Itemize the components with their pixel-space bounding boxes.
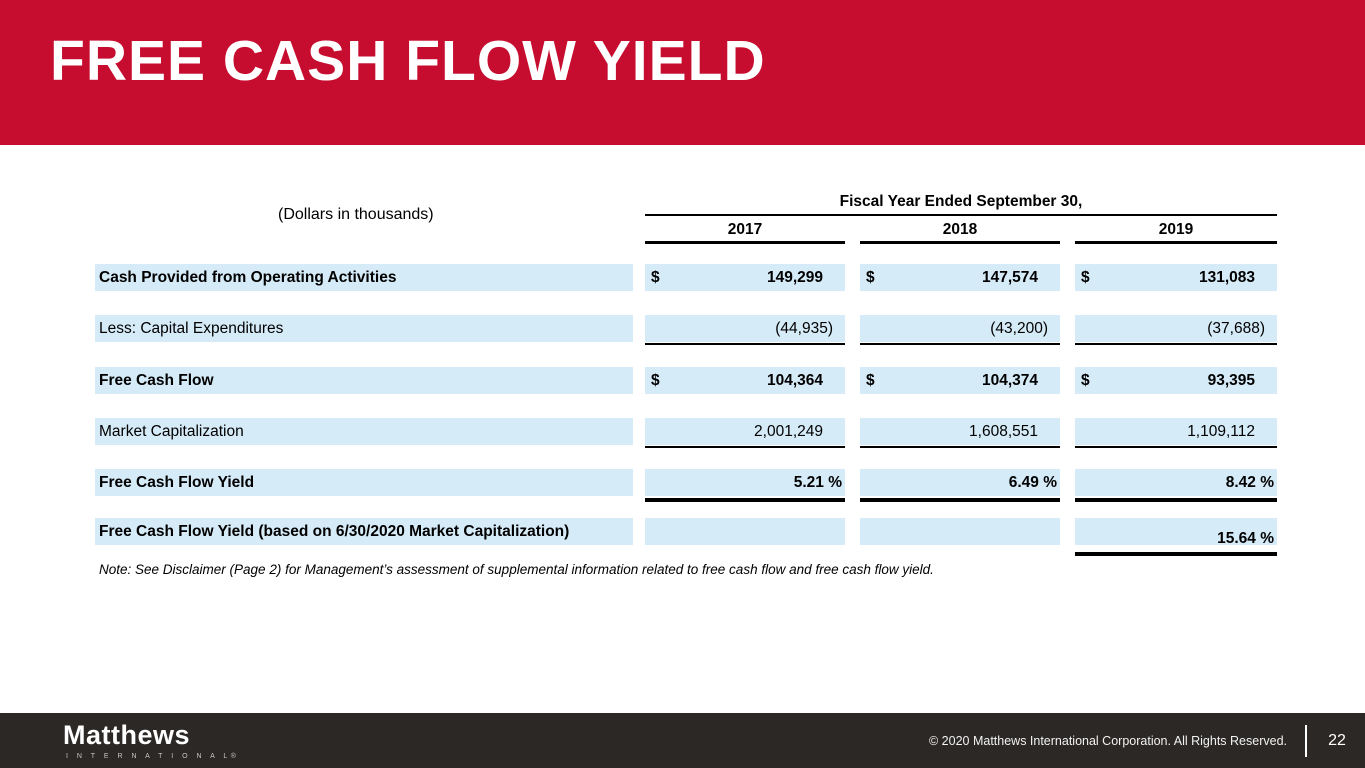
double-rule <box>1075 498 1277 502</box>
single-rule <box>645 343 845 345</box>
currency-symbol: $ <box>866 269 875 286</box>
column-header-2019: 2019 <box>1075 221 1277 244</box>
table-row-capital-expenditures <box>95 315 1277 345</box>
fiscal-year-group-header: Fiscal Year Ended September 30, <box>645 193 1277 216</box>
double-rule <box>1075 552 1277 556</box>
value-2019: 131,083 <box>1198 269 1255 286</box>
column-header-2018: 2018 <box>860 221 1060 244</box>
table-row-operating-cash <box>95 264 1277 291</box>
table-row-fcf-yield <box>95 469 1277 502</box>
single-rule <box>860 446 1060 448</box>
year-column-headers <box>645 221 1277 244</box>
single-rule <box>1075 446 1277 448</box>
footer-right <box>929 725 1351 757</box>
matthews-logo <box>63 719 240 760</box>
value-2019: 1,109,112 <box>1187 423 1255 440</box>
double-rule <box>860 498 1060 502</box>
row-label: Free Cash Flow Yield <box>95 469 633 496</box>
value-2019: 8.42 % <box>1225 474 1274 491</box>
single-rule <box>645 446 845 448</box>
table-row-fcf-yield-2020 <box>95 518 1277 556</box>
currency-symbol: $ <box>1081 269 1090 286</box>
value-2018: 104,374 <box>981 372 1038 389</box>
single-rule <box>1075 343 1277 345</box>
currency-symbol: $ <box>651 372 660 389</box>
logo-subtext: I N T E R N A T I O N A L® <box>66 752 240 760</box>
value-2019: (37,688) <box>1207 320 1265 337</box>
value-2019: 15.64 % <box>1217 530 1274 547</box>
value-2017: 5.21 % <box>793 474 842 491</box>
row-label: Free Cash Flow <box>95 367 633 394</box>
value-2017: 149,299 <box>766 269 823 286</box>
value-2018: 1,608,551 <box>969 423 1038 440</box>
single-rule <box>860 343 1060 345</box>
value-2018: 6.49 % <box>1008 474 1057 491</box>
currency-symbol: $ <box>866 372 875 389</box>
row-label: Less: Capital Expenditures <box>95 315 633 342</box>
value-2018: 147,574 <box>981 269 1038 286</box>
table-row-free-cash-flow <box>95 367 1277 394</box>
title-banner <box>0 0 1365 145</box>
footer-bar <box>0 713 1365 768</box>
page-title: FREE CASH FLOW YIELD <box>50 29 766 93</box>
value-2017: (44,935) <box>775 320 833 337</box>
page-number-divider <box>1305 725 1307 757</box>
logo-wordmark: Matthews <box>63 719 191 750</box>
row-label: Cash Provided from Operating Activities <box>95 264 633 291</box>
currency-symbol: $ <box>651 269 660 286</box>
value-2017: 104,364 <box>766 372 823 389</box>
value-2018: (43,200) <box>990 320 1048 337</box>
units-label: (Dollars in thousands) <box>278 206 434 223</box>
value-2019: 93,395 <box>1207 372 1255 389</box>
value-2017: 2,001,249 <box>754 423 823 440</box>
row-label: Market Capitalization <box>95 418 633 445</box>
double-rule <box>645 498 845 502</box>
row-label: Free Cash Flow Yield (based on 6/30/2020 Market Capitalization) <box>95 518 633 545</box>
column-header-2017: 2017 <box>645 221 845 244</box>
page-number: 22 <box>1328 731 1346 749</box>
currency-symbol: $ <box>1081 372 1090 389</box>
disclaimer-note: Note: See Disclaimer (Page 2) for Management’s assessment of supplemental information related to free cash flow and free cash flow yield. <box>99 562 934 577</box>
table-row-market-capitalization <box>95 418 1277 448</box>
copyright-text: © 2020 Matthews International Corporation. All Rights Reserved. <box>928 733 1287 748</box>
